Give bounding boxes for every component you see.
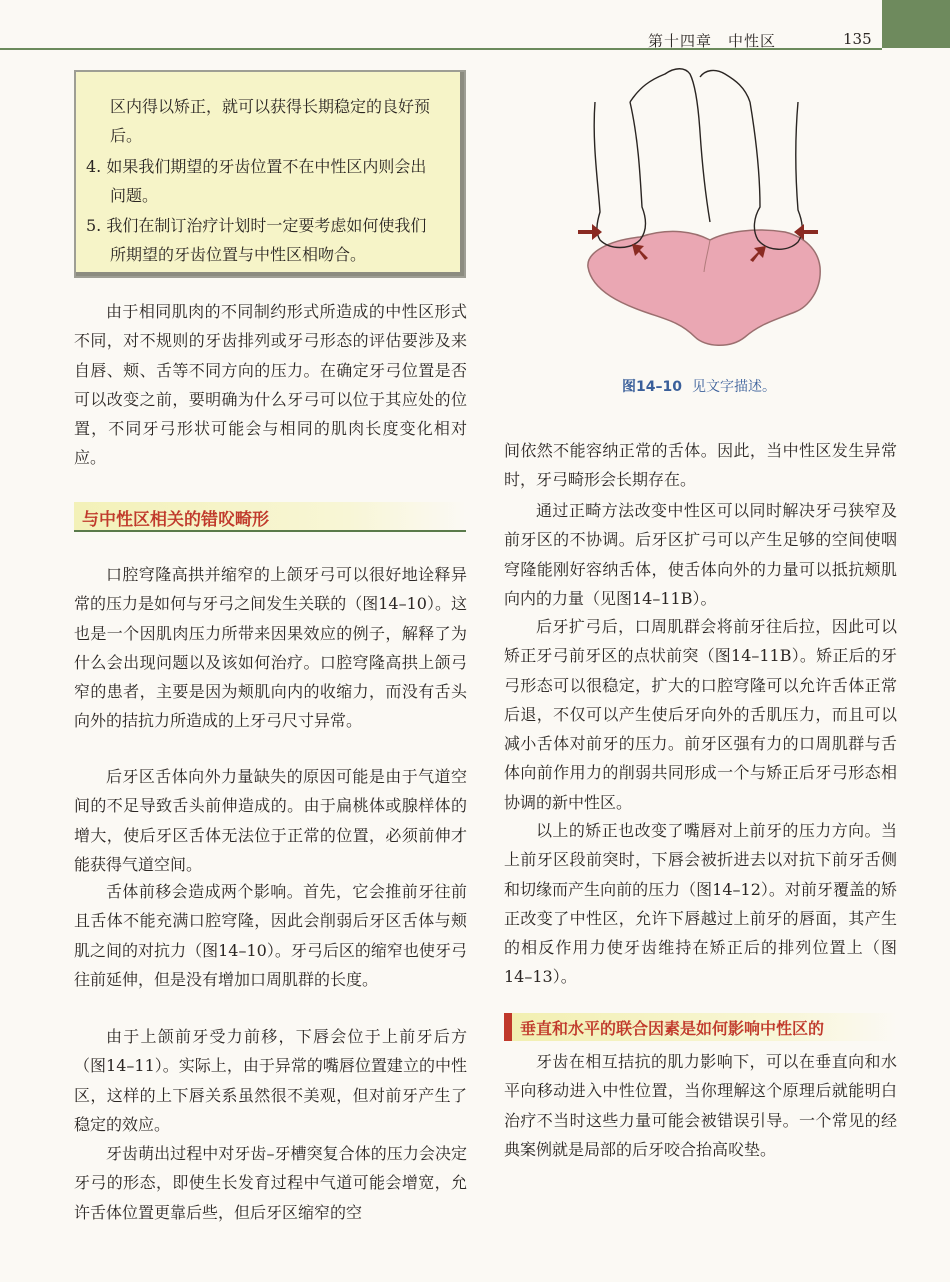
paragraph: 通过正畸方法改变中性区可以同时解决牙弓狭窄及前牙区的不协调。后牙区扩弓可以产生足够的空间使咽穹隆能刚好容纳舌体，使舌体向外的力量可以抵抗颊肌向内的力量（见图14–11B）。	[504, 501, 897, 608]
paragraph: 由于相同肌肉的不同制约形式所造成的中性区形式不同，对不规则的牙齿排列或牙弓形态的评估要涉及来自唇、颊、舌等不同方向的压力。在确定牙弓位置是否可以改变之前，要明确为什么牙弓可以位于其应处的位置，不同牙弓形状可能会与相同的肌肉长度变化相对应。	[74, 302, 467, 468]
section-heading-vertical-horizontal	[504, 1013, 897, 1041]
paragraph: 口腔穹隆高拱并缩窄的上颌牙弓可以很好地诠释异常的压力是如何与牙弓之间发生关联的（图14–10）。这也是一个因肌肉压力所带来因果效应的例子，解释了为什么会出现问题以及该如何治疗。口腔穹隆高拱上颌弓窄的患者，主要是因为颊肌向内的收缩力，而没有舌头向外的拮抗力所造成的上牙弓尺寸异常。	[74, 565, 467, 731]
callout-line: 4. 如果我们期望的牙齿位置不在中性区内则会出	[86, 157, 427, 176]
section-heading-malocclusion	[74, 502, 466, 532]
right-tooth-outline	[750, 102, 802, 249]
paragraph: 间依然不能容纳正常的舌体。因此，当中性区发生异常时，牙弓畸形会长期存在。	[504, 441, 897, 490]
section-marker-bar	[504, 1013, 512, 1041]
figure-14-10-tongue-teeth-illustration	[570, 62, 880, 362]
page-number: 135	[843, 30, 872, 48]
figure-caption	[622, 376, 776, 396]
paragraph: 后牙扩弓后，口周肌群会将前牙往后拉，因此可以矫正牙弓前牙区的点状前突（图14–11B）。矫正后的牙弓形态可以很稳定，扩大的口腔穹隆可以允许舌体正常后退，不仅可以产生使后牙向外的舌肌压力，而且可以减小舌体对前牙的压力。前牙区强有力的口周肌群与舌体向前作用力的削弱共同形成一个与矫正后牙弓形态相协调的新中性区。	[504, 617, 897, 812]
summary-callout-box	[74, 70, 466, 278]
callout-line: 所期望的牙齿位置与中性区相吻合。	[110, 245, 367, 264]
left-tooth-outline	[594, 102, 645, 248]
section-title: 垂直和水平的联合因素是如何影响中性区的	[520, 1019, 825, 1038]
paragraph: 由于上颌前牙受力前移，下唇会位于上前牙后方（图14–11）。实际上，由于异常的嘴唇位置建立的中性区，这样的上下唇关系虽然很不美观，但对前牙产生了稳定的效应。	[74, 1027, 467, 1134]
paragraph: 牙齿在相互拮抗的肌力影响下，可以在垂直向和水平向移动进入中性位置，当你理解这个原理后就能明白治疗不当时这些力量可能会被错误引导。一个常见的经典案例就是局部的后牙咬合抬高㕮垫。	[504, 1052, 897, 1159]
callout-line: 区内得以矫正，就可以获得长期稳定的良好预	[110, 97, 431, 116]
paragraph: 牙齿萌出过程中对牙齿–牙槽突复合体的压力会决定牙弓的形态，即使生长发育过程中气道可能会增宽，允许舌体位置更靠后些，但后牙区缩窄的空	[74, 1144, 467, 1222]
section-title: 与中性区相关的错㕮畸形	[82, 510, 269, 530]
figure-caption-text: 见文字描述。	[691, 379, 776, 395]
center-tooth-outline-right	[700, 70, 750, 102]
figure-number: 图14–10	[622, 379, 682, 395]
paragraph: 以上的矫正也改变了嘴唇对上前牙的压力方向。当上前牙区段前突时，下唇会被折进去以对抗下前牙舌侧和切缘而产生向前的压力（图14–12）。对前牙覆盖的矫正改变了中性区，允许下唇越过上前牙的唇面，其产生的相反作用力使牙齿维持在矫正后的排列位置上（图14–13）。	[504, 821, 897, 987]
header-color-tab	[882, 0, 950, 48]
callout-line: 问题。	[110, 186, 159, 205]
running-head: 第十四章 中性区	[648, 32, 777, 50]
paragraph: 后牙区舌体向外力量缺失的原因可能是由于气道空间的不足导致舌头前伸造成的。由于扁桃体或腺样体的增大，使后牙区舌体无法位于正常的位置，必须前伸才能获得气道空间。	[74, 767, 467, 874]
callout-line: 后。	[110, 126, 143, 145]
callout-line: 5. 我们在制订治疗计划时一定要考虑如何使我们	[86, 216, 427, 235]
paragraph: 舌体前移会造成两个影响。首先，它会推前牙往前且舌体不能充满口腔穹隆，因此会削弱后牙区舌体与颊肌之间的对抗力（图14–10）。牙弓后区的缩窄也使牙弓往前延伸，但是没有增加口周肌群的长度。	[74, 882, 467, 989]
